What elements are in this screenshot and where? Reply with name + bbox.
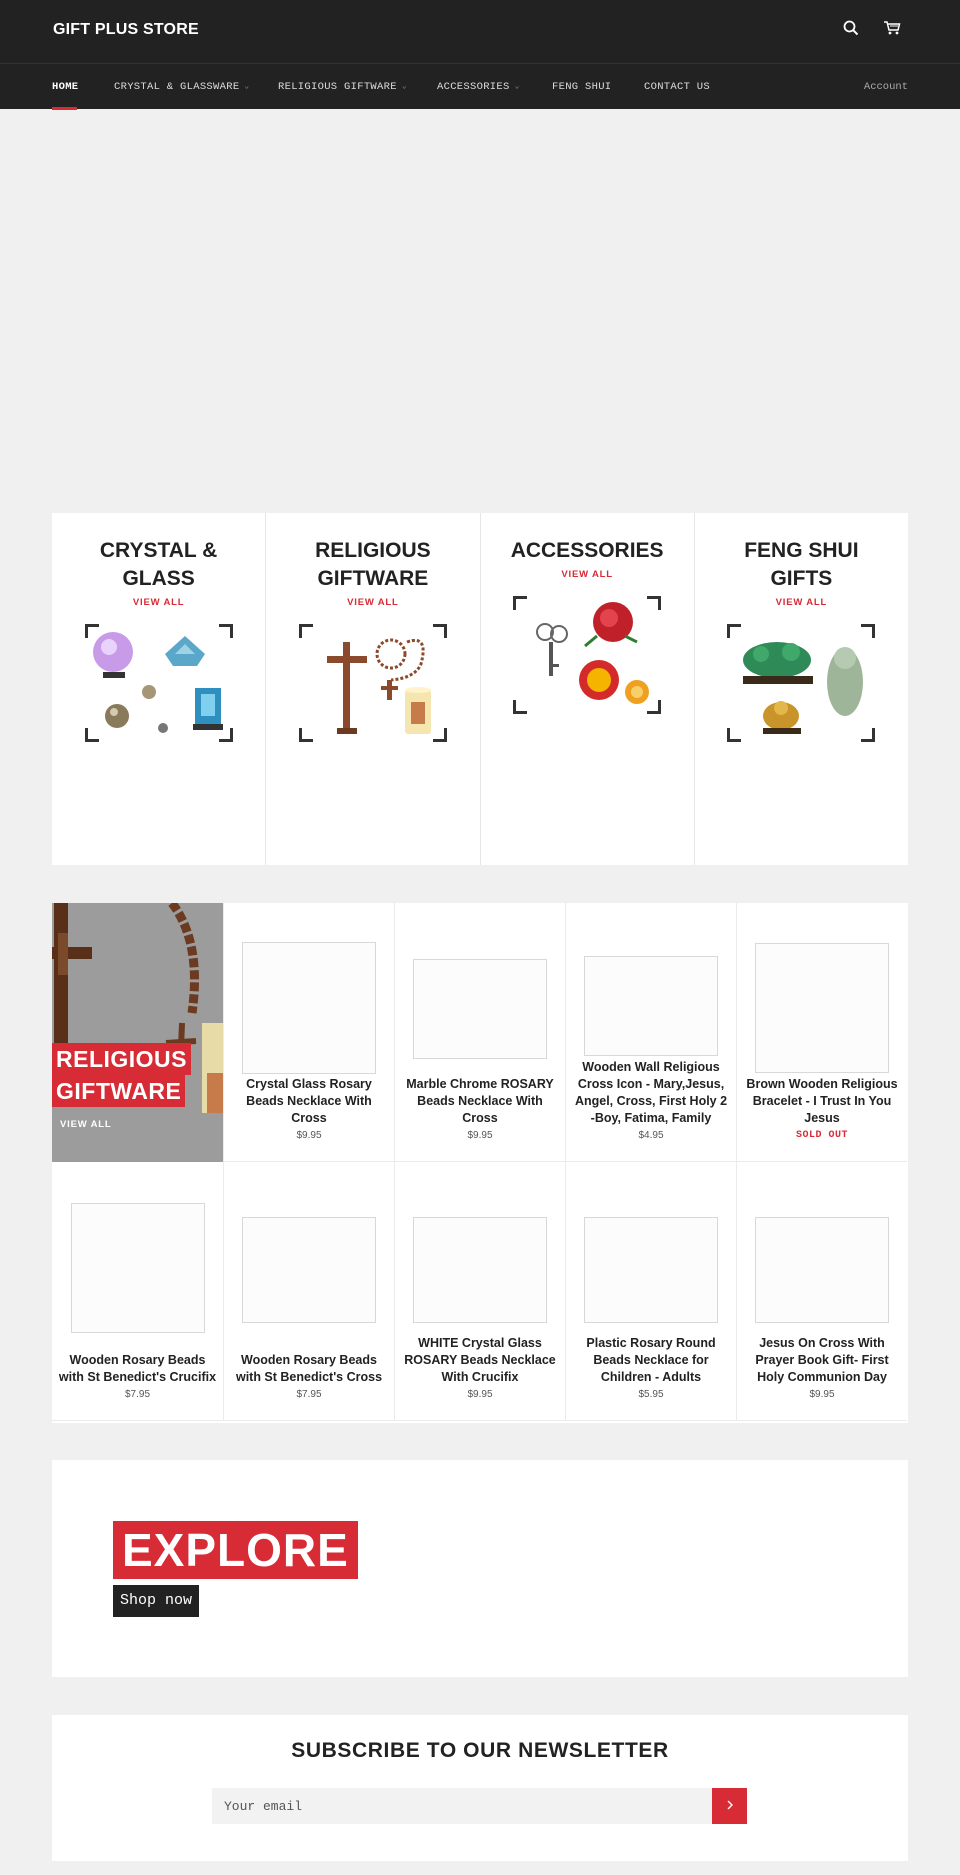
explore-headline: EXPLORE (113, 1521, 358, 1579)
featured-title-line-2: GIFTWARE (52, 1075, 185, 1107)
view-all-link[interactable]: VIEW ALL (347, 597, 399, 608)
collection-image (727, 624, 875, 742)
account-link[interactable]: Account (863, 81, 908, 93)
nav-item-religious-giftware[interactable]: RELIGIOUS GIFTWARE ⌄ (278, 81, 407, 93)
product-card[interactable] (52, 1162, 223, 1421)
newsletter-title: SUBSCRIBE TO OUR NEWSLETTER (291, 1739, 669, 1762)
collection-accessories[interactable] (481, 513, 695, 865)
collection-feng-shui-gifts[interactable] (695, 513, 908, 865)
nav-item-contact-us[interactable]: CONTACT US (644, 81, 711, 93)
featured-collection-religious-giftware[interactable] (52, 903, 223, 1162)
view-all-link[interactable]: VIEW ALL (60, 1119, 112, 1130)
chevron-down-icon: ⌄ (244, 82, 250, 91)
product-image (584, 956, 718, 1056)
nav-item-crystal-glassware[interactable]: CRYSTAL & GLASSWARE ⌄ (114, 81, 250, 93)
product-price: $7.95 (296, 1389, 322, 1400)
subscribe-button[interactable] (712, 1788, 747, 1824)
collection-religious-giftware[interactable] (266, 513, 480, 865)
collection-grid (52, 513, 908, 865)
featured-title-line-1: RELIGIOUS (52, 1043, 191, 1075)
product-title: Crystal Glass Rosary Beads Necklace With Cross (246, 1077, 372, 1125)
collection-title: ACCESSORIES (510, 539, 664, 562)
chevron-down-icon: ⌄ (401, 82, 407, 91)
product-image (71, 1203, 205, 1333)
nav-item-accessories[interactable]: ACCESSORIES ⌄ (437, 81, 520, 93)
store-logo[interactable]: GIFT PLUS STORE (53, 21, 199, 38)
product-title: Plastic Rosary Round Beads Necklace for Children - Adults (586, 1336, 716, 1384)
product-title: Wooden Rosary Beads with St Benedict's Crucifix (58, 1353, 217, 1384)
nav-item-feng-shui[interactable]: FENG SHUI (552, 81, 612, 93)
product-image (242, 942, 376, 1074)
collection-title: RELIGIOUS GIFTWARE (315, 539, 431, 590)
collection-crystal-glass[interactable] (52, 513, 266, 865)
nav-item-home[interactable]: HOME (52, 81, 79, 93)
view-all-link[interactable]: VIEW ALL (775, 597, 828, 608)
product-card[interactable] (223, 903, 394, 1162)
active-nav-indicator (52, 107, 77, 110)
product-title: Brown Wooden Religious Bracelet - I Trust In You Jesus (746, 1077, 898, 1125)
product-title: WHITE Crystal Glass ROSARY Beads Necklace With Crucifix (404, 1336, 556, 1384)
product-card[interactable] (565, 903, 736, 1162)
product-title: Wooden Rosary Beads with St Benedict's Cross (235, 1353, 383, 1384)
main-nav (0, 63, 960, 109)
product-card[interactable] (565, 1162, 736, 1421)
product-image (413, 1217, 547, 1323)
collection-image (299, 624, 447, 742)
collection-title: CRYSTAL & GLASS (99, 539, 218, 590)
explore-banner (52, 1460, 908, 1677)
product-price: $9.95 (296, 1130, 322, 1141)
search-icon[interactable] (843, 20, 865, 42)
product-price: $9.95 (467, 1130, 493, 1141)
email-input[interactable] (212, 1788, 712, 1824)
product-title: Marble Chrome ROSARY Beads Necklace With Cross (406, 1077, 554, 1125)
chevron-right-icon (725, 1799, 735, 1811)
product-card[interactable] (736, 903, 907, 1162)
chevron-down-icon: ⌄ (514, 82, 520, 91)
product-price: $4.95 (638, 1130, 664, 1141)
product-card[interactable] (736, 1162, 907, 1421)
collection-image (85, 624, 233, 742)
product-card[interactable] (394, 1162, 565, 1421)
product-image (413, 959, 547, 1059)
product-image (242, 1217, 376, 1323)
product-card[interactable] (394, 903, 565, 1162)
product-card[interactable] (223, 1162, 394, 1421)
cart-icon[interactable] (883, 20, 905, 42)
collection-title: FENG SHUI GIFTS (744, 539, 859, 590)
collection-image (513, 596, 661, 714)
sold-out-badge: SOLD OUT (795, 1130, 848, 1141)
product-price: $9.95 (467, 1389, 493, 1400)
site-header (0, 0, 960, 63)
view-all-link[interactable]: VIEW ALL (132, 597, 185, 608)
featured-products (52, 903, 908, 1423)
product-image (755, 943, 889, 1073)
shop-now-button[interactable]: Shop now (113, 1585, 199, 1617)
product-price: $9.95 (809, 1389, 835, 1400)
product-title: Wooden Wall Religious Cross Icon - Mary,Jesus, Angel, Cross, First Holy 2 -Boy, Fatima, Family (574, 1060, 728, 1125)
product-image (755, 1217, 889, 1323)
product-image (584, 1217, 718, 1323)
newsletter-section (52, 1715, 908, 1861)
product-price: $7.95 (124, 1389, 151, 1400)
product-title: Jesus On Cross With Prayer Book Gift- First Holy Communion Day (755, 1336, 889, 1384)
product-price: $5.95 (638, 1389, 664, 1400)
view-all-link[interactable]: VIEW ALL (561, 569, 613, 580)
